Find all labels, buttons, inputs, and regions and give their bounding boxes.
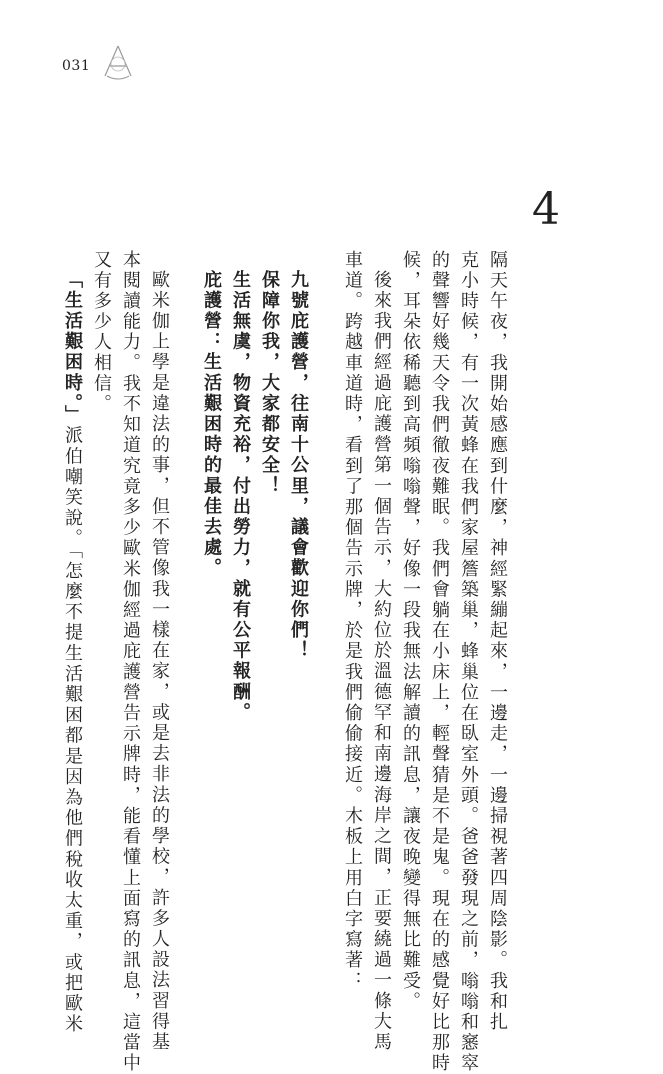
sign-line: 九號庇護營，往南十公里，議會歡迎你們！ bbox=[288, 270, 309, 662]
text-column: 車道。跨越車道時，看到了那個告示牌，於是我們偷偷接近。木板上用白字寫著： bbox=[342, 250, 363, 992]
sign-line: 生活無虞，物資充裕，付出勞力，就有公平報酬。 bbox=[230, 270, 251, 724]
text-column: 候，耳朵依稀聽到高頻嗡嗡聲，好像一段我無法解讀的訊息，讓夜晚變得無比難受。 bbox=[400, 250, 421, 1013]
bold-quote: 「生活艱困時。」 bbox=[62, 270, 83, 426]
publisher-logo-icon bbox=[98, 42, 138, 82]
text-column: 又有多少人相信。 bbox=[91, 250, 112, 415]
text-column: 克小時候，有一次黃蜂在我們家屋簷築巢，蜂巢位在臥室外頭。爸爸發現之前，嗡嗡和窸窣 bbox=[458, 250, 479, 1074]
sign-line: 保障你我，大家都安全！ bbox=[259, 270, 280, 497]
text-column: 本閱讀能力。我不知道究竟多少歐米伽經過庇護營告示牌時，能看懂上面寫的訊息，這當中 bbox=[120, 250, 141, 1074]
sign-line: 庇護營：生活艱困時的最佳去處。 bbox=[201, 270, 222, 579]
text-column: 隔天午夜，我開始感應到什麼，神經緊繃起來，一邊走，一邊掃視著四周陰影。我和扎 bbox=[487, 250, 508, 1033]
text-column: 後來我們經過庇護營第一個告示，大約位於溫德罕和南邊海岸之間，正要繞過一條大馬 bbox=[371, 270, 392, 1053]
chapter-number: 4 bbox=[532, 184, 560, 235]
text-column: 的聲響好幾天令我們徹夜難眠。我們會躺在小床上，輕聲猜是不是鬼。現在的感覺好比那時 bbox=[429, 250, 450, 1074]
last-text-column bbox=[63, 270, 81, 1035]
page-number: 031 bbox=[62, 58, 91, 74]
text-column: 歐米伽上學是違法的事，但不管像我一樣在家，或是去非法的學校，許多人設法習得基 bbox=[149, 270, 170, 1053]
text-run: 派伯嘲笑說。「怎麼不提生活艱困都是因為他們稅收太重，或把歐米 bbox=[62, 425, 83, 1035]
